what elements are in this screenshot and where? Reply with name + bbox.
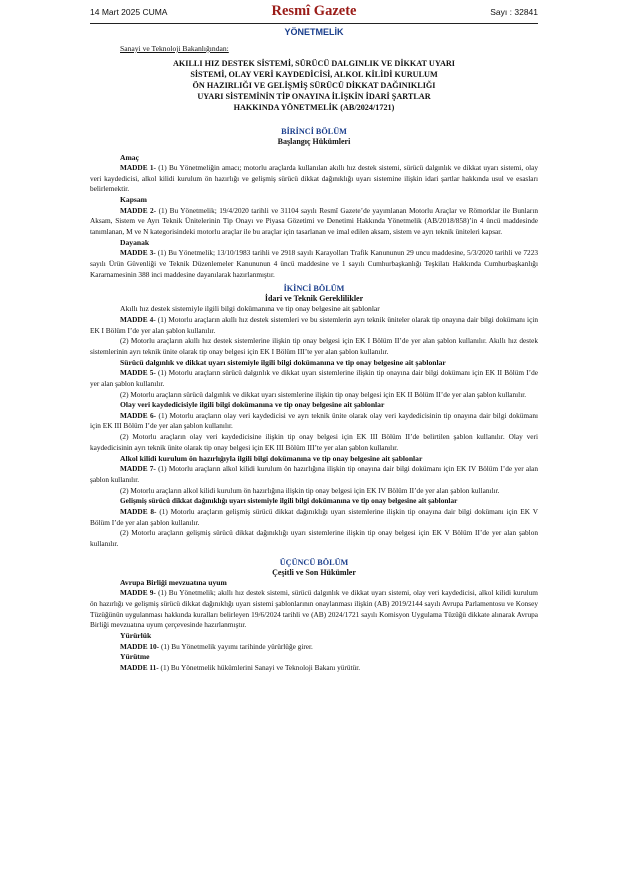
- article-4: MADDE 4- (1) Motorlu araçların akıllı hız destek sistemleri ve bu sistemlerin ayrı teknik üniteler olarak tip onayına dair bilgi dokümanı için EK I Bölüm I’de yer alan şablon kullanılır.: [90, 314, 538, 335]
- article-1: MADDE 1- (1) Bu Yönetmeliğin amacı; motorlu araçlarda kullanılan akıllı hız destek sistemi, sürücü dalgınlık ve dikkat uyarı sistemi, olay veri kaydedicisi, alkol kilidi kurulum ön hazırlığı ve gelişmiş sürücü dikkat dağınıklığı uyarı sistemine ilişkin idari şartlar hakkında usul ve esasları belirlemektir.: [90, 163, 539, 194]
- article-5: MADDE 5- (1) Motorlu araçların sürücü dalgınlık ve dikkat uyarı sistemlerine ilişkin tip onayına dair bilgi dokümanı için EK II Bölüm I’de yer alan şablon kullanılır.: [90, 368, 538, 388]
- title-line: UYARI SİSTEMİNİN TİP ONAYINA İLİŞKİN İDARİ ŞARTLAR: [197, 91, 431, 101]
- article-heading: Dayanak: [120, 237, 150, 247]
- part-name: Başlangıç Hükümleri: [277, 136, 351, 146]
- article-heading: Kapsam: [120, 195, 148, 205]
- gazette-title: Resmî Gazete: [271, 3, 357, 19]
- regulation-title: [90, 59, 538, 114]
- title-line: SİSTEMİ, OLAY VERİ KAYDEDİCİSİ, ALKOL KİLİDİ KURULUM: [190, 69, 438, 79]
- issue-number: Sayı : 32841: [490, 7, 538, 17]
- article-heading: Gelişmiş sürücü dikkat dağınıklığı uyarı sistemiyle ilgili bilgi dokümanına ve tip onay belgesine ait şablonlar: [120, 496, 458, 506]
- article-heading: Yürütme: [120, 652, 150, 662]
- part-number: BİRİNCİ BÖLÜM: [281, 126, 347, 136]
- issue-date: 14 Mart 2025 CUMA: [90, 7, 168, 17]
- issuing-ministry: Sanayi ve Teknoloji Bakanlığından:: [120, 44, 229, 53]
- part-number: ÜÇÜNCÜ BÖLÜM: [279, 557, 349, 567]
- article-8: MADDE 8- (1) Motorlu araçların gelişmiş sürücü dikkat dağınıklığı uyarı sistemlerine ilişkin tip onayına dair bilgi dokümanı için EK V Bölüm I’de yer alan şablon kullanılır.: [90, 506, 538, 527]
- article-11: MADDE 11- (1) Bu Yönetmelik hükümlerini Sanayi ve Teknoloji Bakanı yürütür.: [120, 662, 361, 672]
- article-heading: Sürücü dalgınlık ve dikkat uyarı sistemiyle ilgili bilgi dokümanına ve tip onay belgesine ait şablonlar: [120, 357, 446, 367]
- regulation-body: [90, 27, 538, 673]
- article-heading: Akıllı hız destek sistemiyle ilgili bilgi dokümanına ve tip onay belgesine ait şablonlar: [120, 304, 380, 314]
- article-heading: Amaç: [120, 152, 139, 162]
- title-line: AKILLI HIZ DESTEK SİSTEMİ, SÜRÜCÜ DALGINLIK VE DİKKAT UYARI: [172, 59, 455, 68]
- article-2: MADDE 2- (1) Bu Yönetmelik; 19/4/2020 tarihli ve 31104 sayılı Resmî Gazete’de yayımlanan Motorlu Araçlar ve Römorklar ile Bunların Aksam, Sistem ve Ayrı Teknik Ünitelerinin Tip Onayı ve Piyasa Gözetimi ve Denetimi Hakkında Yönetmelik (AB/2018/858)’in 4 üncü maddesinde tanımlanan, M ve N kategorisindeki motorlu araçlar ile bu araçlar için tasarlanan ve imal edilen aksam, sistem ve ayrı teknik üniteleri kapsar.: [90, 205, 539, 237]
- article-10: MADDE 10- (1) Bu Yönetmelik yayımı tarihinde yürürlüğe girer.: [120, 641, 313, 651]
- article-7-para-2: (2) Motorlu araçların alkol kilidi kurulum ön hazırlığına ilişkin tip onay belgesi için EK IV Bölüm II’de yer alan şablon kullanılır.: [120, 485, 500, 495]
- article-8-para-2: (2) Motorlu araçların gelişmiş sürücü dikkat dağınıklığı uyarı sistemlerine ilişkin tip onay belgesi için EK V Bölüm II’de yer alan şablon kullanılır.: [90, 528, 538, 549]
- article-9: MADDE 9- (1) Bu Yönetmelik; akıllı hız destek sistemi, sürücü dalgınlık ve dikkat uyarı sistemi, olay veri kaydedicisi, alkol kilidi kurulum ön hazırlığı ve gelişmiş sürücü dikkat dağınıklığı uyarı sistemi şablonlarının onaylanması ilişkin (AB) 2019/2144 sayılı Avrupa Parlamentosu ve Konsey Tüzüğünün uygulanması hakkında kuralları belirleyen 19/6/2024 tarihli ve (AB) 2024/1721 sayılı Komisyon Uygulama Tüzüğü dikkate alınarak Avrupa Birliği mevzuatına uyum çerçevesinde hazırlanmıştır.: [90, 588, 538, 630]
- article-heading: Avrupa Birliği mevzuatına uyum: [120, 577, 227, 587]
- article-heading: Alkol kilidi kurulum ön hazırlığıyla ilgili bilgi dokümanına ve tip onay belgesine ait şablonlar: [120, 453, 423, 463]
- part-name: Çeşitli ve Son Hükümler: [272, 567, 356, 577]
- article-3: MADDE 3- (1) Bu Yönetmelik; 13/10/1983 tarihli ve 2918 sayılı Karayolları Trafik Kanununun 29 uncu maddesine, 5/3/2020 tarihli ve 7223 sayılı Ürün Güvenliği ve Teknik Düzenlemeler Kanununun 4 üncü maddesine ve 1 sayılı Cumhurbaşkanlığı Teşkilatı Hakkında Cumhurbaşkanlığı Kararnamesinin 388 inci maddesine dayanılarak hazırlanmıştır.: [90, 248, 538, 279]
- part-name: İdari ve Teknik Gereklilikler: [264, 294, 364, 304]
- article-5-para-2: (2) Motorlu araçların sürücü dalgınlık ve dikkat uyarı sistemlerine ilişkin tip onay belgesi için EK II Bölüm II’de yer alan şablon kullanılır.: [120, 389, 527, 399]
- category-heading: YÖNETMELİK: [284, 27, 344, 37]
- article-7: MADDE 7- (1) Motorlu araçların alkol kilidi kurulum ön hazırlığına ilişkin tip onayına dair bilgi dokümanı için EK IV Bölüm I’de yer alan şablon kullanılır.: [90, 464, 539, 484]
- article-heading: Olay veri kaydedicisiyle ilgili bilgi dokümanına ve tip onay belgesine ait şablonlar: [120, 400, 385, 410]
- article-6-para-2: (2) Motorlu araçların olay veri kaydedicisine ilişkin tip onay belgesi için EK III Bölüm II’de belirtilen şablon kullanılır. Olay veri kaydedicisinin ayrı teknik ünite olarak tip onay belgesi için EK III Bölüm III’te yer alan şablon kullanılır.: [90, 432, 538, 452]
- article-heading: Yürürlük: [120, 631, 152, 641]
- article-6: MADDE 6- (1) Motorlu araçların olay veri kaydedicisi ve ayrı teknik ünite olarak olay veri kaydedicisinin tip onayına dair bilgi dokümanı için EK III Bölüm I’de yer alan şablon kullanılır.: [90, 410, 538, 431]
- part-number: İKİNCİ BÖLÜM: [283, 284, 345, 294]
- title-line: HAKKINDA YÖNETMELİK (AB/2024/1721): [233, 102, 395, 112]
- article-4-para-2: (2) Motorlu araçların akıllı hız destek sistemlerine ilişkin tip onay belgesi için EK I Bölüm II’de yer alan şablon kullanılır. Akıllı hız destek sistemlerinin ayrı teknik ünite olarak tip onay belgesi için EK I Bölüm III’te yer alan şablon kullanılır.: [90, 336, 538, 356]
- title-line: ÖN HAZIRLIĞI VE GELİŞMİŞ SÜRÜCÜ DİKKAT DAĞINIKLIĞI: [192, 80, 436, 90]
- page-header: [90, 3, 538, 24]
